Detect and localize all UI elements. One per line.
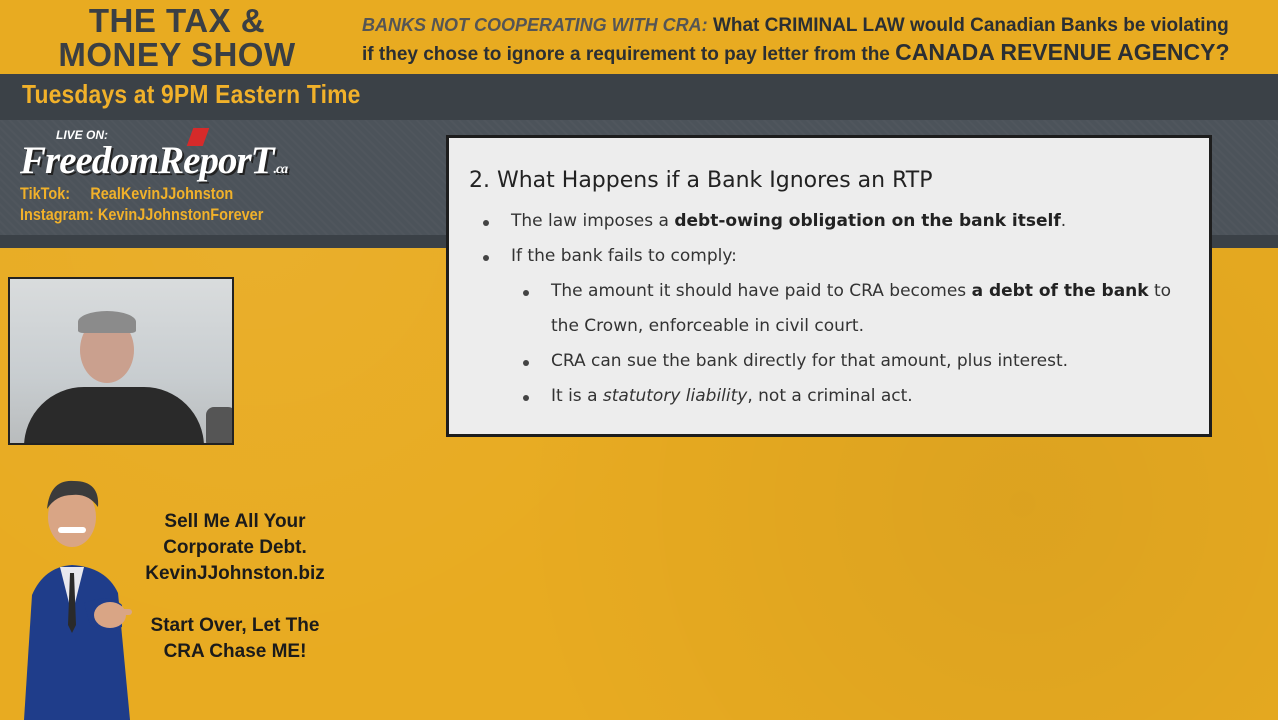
promo-line5: CRA Chase ME! <box>163 641 307 662</box>
show-title-line2: MONEY SHOW <box>58 36 296 73</box>
presenter-promo-photo <box>14 475 134 720</box>
bullet-1-end: . <box>1060 211 1067 231</box>
headline-part2: if they chose to ignore a requirement to pay letter from the <box>362 44 890 65</box>
sub-bullet-3-text: It is a <box>551 386 603 406</box>
promo-line1: Sell Me All Your <box>164 511 306 532</box>
headline-part1: What CRIMINAL LAW would Canadian Banks be violating <box>712 15 1229 36</box>
live-on-label: LIVE ON: <box>56 128 109 142</box>
show-title <box>18 4 336 72</box>
bullet-dot <box>483 255 489 261</box>
sub-bullet-1-cont: the Crown, enforceable in civil court. <box>551 316 864 336</box>
webcam-presenter-hair <box>78 311 136 333</box>
microphone-icon <box>206 407 234 445</box>
sub-bullet-2 <box>551 351 1068 371</box>
promo-line4: Start Over, Let The <box>150 615 320 636</box>
show-title-line1: THE TAX & <box>88 2 266 39</box>
freedom-report-logo <box>20 138 287 183</box>
instagram-line <box>20 205 263 225</box>
promo-line2: Corporate Debt. <box>163 537 307 558</box>
schedule-text: Tuesdays at 9PM Eastern Time <box>22 79 361 109</box>
card-title: 2. What Happens if a Bank Ignores an RTP <box>469 168 933 193</box>
instagram-handle: KevinJJohnstonForever <box>97 205 264 224</box>
bullet-2 <box>511 246 737 266</box>
bullet-1 <box>511 211 1066 231</box>
promo-block-2 <box>134 613 336 665</box>
sub-bullet-3 <box>551 386 913 406</box>
sub-bullet-1 <box>551 281 1171 301</box>
sub-bullet-2-text: CRA can sue the bank directly for that amount, plus interest. <box>551 351 1069 371</box>
tiktok-label: TikTok: <box>20 184 71 203</box>
bullet-dot <box>523 360 529 366</box>
headline-kicker: BANKS NOT COOPERATING WITH CRA: <box>362 15 708 35</box>
bullet-dot <box>483 220 489 226</box>
webcam-feed <box>8 277 234 445</box>
bullet-dot <box>523 395 529 401</box>
headline <box>362 12 1262 68</box>
content-card <box>446 135 1212 437</box>
instagram-label: Instagram: <box>20 205 94 224</box>
bullet-2-text: If the bank fails to comply: <box>511 246 737 266</box>
bullet-1-text: The law imposes a <box>511 211 675 231</box>
sub-bullet-3-end: , not a criminal act. <box>747 386 913 406</box>
sub-bullet-1-end: to <box>1148 281 1172 301</box>
tiktok-line <box>20 184 233 204</box>
bullet-1-bold: debt-owing obligation on the bank itself <box>674 211 1061 231</box>
logo-suffix: .ca <box>273 162 288 177</box>
sub-bullet-1-bold: a debt of the bank <box>971 281 1149 301</box>
headline-part3: CANADA REVENUE AGENCY? <box>895 39 1230 65</box>
sub-bullet-1-text: The amount it should have paid to CRA becomes <box>551 281 972 301</box>
logo-text: FreedomReporT <box>20 139 274 182</box>
promo-block-1 <box>134 509 336 587</box>
tiktok-handle: RealKevinJJohnston <box>90 184 234 203</box>
bullet-dot <box>523 290 529 296</box>
sub-bullet-3-italic: statutory liability <box>602 386 748 406</box>
promo-website: KevinJJohnston.biz <box>145 563 325 584</box>
